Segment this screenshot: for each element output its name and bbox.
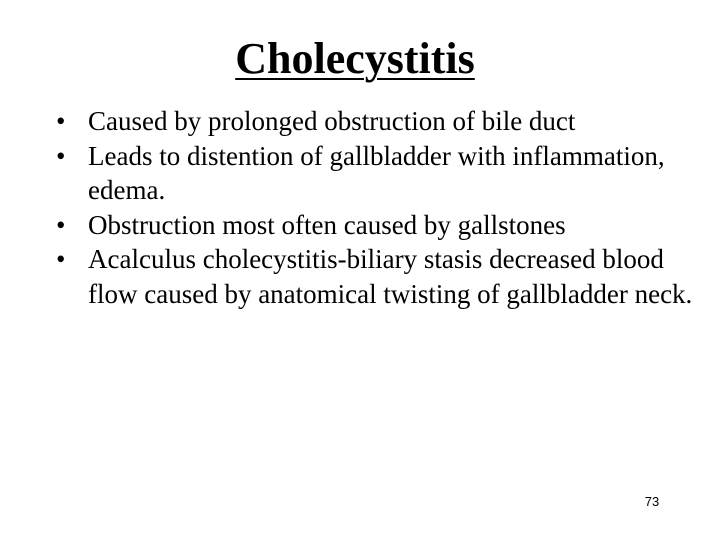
bullet-marker: • [56,106,66,136]
page-number: 73 [644,494,660,509]
bullet-item [56,139,696,208]
slide-title: Cholecystitis [235,34,475,83]
bullet-text: Acalculus cholecystitis-biliary stasis decreased blood flow caused by anatomical twisting of gallbladder neck. [88,244,693,309]
bullet-item [56,104,696,139]
bullet-marker: • [56,244,66,274]
bullet-marker: • [56,209,66,240]
bullet-marker: • [56,140,66,171]
bullet-text: Obstruction most often caused by gallstones [88,209,566,240]
bullet-text: Leads to distention of gallbladder with inflammation, edema. [88,140,665,205]
bullet-text: Caused by prolonged obstruction of bile duct [88,106,576,136]
bullet-item [56,242,696,311]
bullet-list [56,104,696,311]
bullet-item [56,208,696,243]
